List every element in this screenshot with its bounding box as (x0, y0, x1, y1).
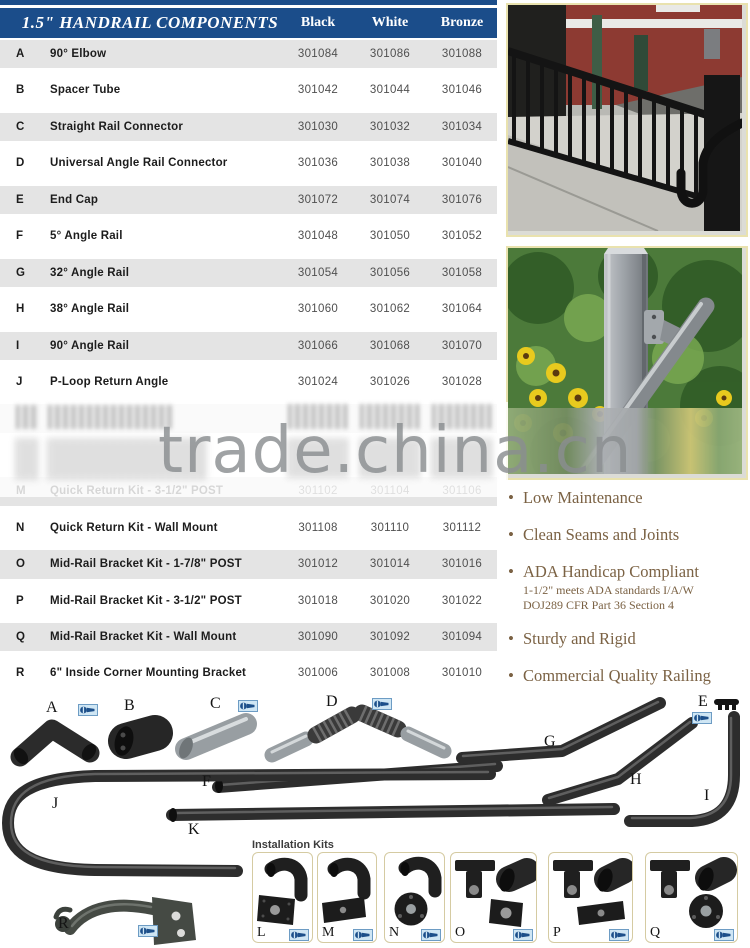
part-label-e: E (698, 693, 708, 710)
row-name: 6" Inside Corner Mounting Bracket (50, 667, 247, 680)
bullet-icon: • (508, 488, 514, 507)
railing-photo-graphic (508, 5, 742, 231)
part-number-black: 301054 (297, 266, 339, 279)
row-name: 5° Angle Rail (50, 230, 123, 243)
part-number-black: 301012 (297, 558, 339, 571)
table-row (0, 76, 497, 112)
screw-icon (513, 927, 533, 939)
part-number-bronze: 301076 (441, 193, 483, 206)
row-letter: G (16, 266, 25, 279)
photo-railing-installation (506, 3, 748, 237)
row-name: 32° Angle Rail (50, 266, 130, 279)
part-number-white: 301050 (369, 230, 411, 243)
bullet-icon: • (508, 562, 514, 581)
kit-label-q: Q (650, 925, 661, 940)
part-number-black: 301084 (297, 48, 339, 60)
screw-icon (289, 927, 309, 939)
parts-diagram (0, 693, 750, 948)
part-number-bronze: 301058 (441, 266, 483, 279)
row-letter: R (16, 667, 25, 680)
kit-box-p (548, 852, 633, 943)
part-number-white: 301032 (369, 120, 411, 133)
row-letter: C (16, 120, 25, 133)
kit-box-m (317, 852, 377, 943)
part-number-bronze: 301010 (441, 667, 483, 680)
table-row (0, 623, 497, 659)
bullet-icon: • (508, 525, 514, 544)
obscured-row-smear (48, 405, 173, 429)
part-number-black: 301060 (297, 303, 339, 316)
table-row (0, 149, 497, 185)
part-number-black: 301018 (297, 594, 339, 607)
row-name: Mid-Rail Bracket Kit - Wall Mount (50, 631, 237, 643)
part-label-k: K (188, 821, 200, 838)
row-name: P-Loop Return Angle (50, 375, 169, 388)
screw-icon (238, 699, 258, 711)
part-number-bronze: 301070 (441, 339, 483, 352)
part-number-white: 301014 (369, 558, 411, 571)
screw-icon (692, 711, 712, 723)
part-number-white: 301026 (369, 375, 411, 388)
table-row (0, 186, 497, 222)
kit-box-n (384, 852, 445, 943)
part-number-white: 301062 (369, 303, 411, 316)
row-letter: P (16, 594, 24, 607)
screw-icon (609, 927, 629, 939)
row-name: Quick Return Kit - Wall Mount (50, 521, 218, 534)
screw-icon (138, 924, 158, 936)
part-label-i: I (704, 787, 710, 804)
part-label-j: J (52, 795, 59, 812)
part-number-bronze: 301094 (441, 631, 483, 643)
kit-box-o (450, 852, 537, 943)
part-label-b: B (124, 697, 135, 714)
feature-list (508, 488, 750, 703)
screw-icon (78, 703, 98, 715)
kit-label-l: L (257, 925, 266, 940)
part-number-bronze: 301112 (442, 521, 482, 534)
part-number-black: 301108 (298, 521, 338, 534)
row-letter: H (16, 303, 25, 316)
row-letter: F (16, 230, 24, 243)
part-label-h: H (630, 771, 642, 788)
part-number-black: 301036 (297, 157, 339, 170)
row-name: Spacer Tube (50, 84, 121, 97)
part-number-white: 301020 (369, 594, 411, 607)
part-number-white: 301044 (369, 84, 411, 97)
row-letter: E (16, 193, 24, 206)
part-number-bronze: 301022 (441, 594, 483, 607)
screw-icon (372, 697, 392, 709)
table-row (0, 332, 497, 368)
bullet-icon: • (508, 629, 514, 648)
row-name: End Cap (50, 193, 99, 206)
table-row (0, 40, 497, 76)
part-number-white: 301074 (369, 193, 411, 206)
row-letter: Q (16, 631, 25, 643)
part-label-c: C (210, 695, 221, 712)
row-name: 90° Angle Rail (50, 339, 130, 352)
part-label-r: R (58, 915, 69, 932)
row-name: 38° Angle Rail (50, 303, 130, 316)
table-row (0, 550, 497, 586)
column-header-white: White (371, 15, 409, 30)
row-letter: I (16, 339, 20, 352)
kit-box-l (252, 852, 313, 943)
row-name: Mid-Rail Bracket Kit - 3-1/2" POST (50, 594, 242, 607)
screw-icon (353, 927, 373, 939)
part-number-black: 301006 (297, 667, 339, 680)
kit-label-m: M (322, 925, 335, 940)
part-label-d: D (326, 693, 338, 710)
part-number-black: 301090 (297, 631, 339, 643)
table-row (0, 368, 497, 404)
part-number-black: 301048 (297, 230, 339, 243)
part-number-black: 301030 (297, 120, 339, 133)
row-name: 90° Elbow (50, 48, 107, 60)
part-number-bronze: 301034 (441, 120, 483, 133)
feature-item (508, 666, 750, 686)
table-row (0, 514, 497, 550)
part-number-bronze: 301064 (441, 303, 483, 316)
page-title: 1.5" HANDRAIL COMPONENTS (21, 13, 279, 32)
part-label-g: G (544, 733, 556, 750)
table-row (0, 113, 497, 149)
kit-box-q (645, 852, 738, 943)
feature-item (508, 629, 750, 649)
row-letter: A (16, 48, 25, 60)
kit-label-p: P (553, 925, 561, 940)
kit-label-n: N (389, 925, 400, 940)
feature-text: ADA Handicap Compliant 1-1/2" meets ADA standards I/A/W DOJ289 CFR Part 36 Section 4 (522, 562, 699, 612)
part-number-white: 301092 (369, 631, 411, 643)
table-row (0, 587, 497, 623)
top-accent-line (0, 0, 497, 5)
row-name: Universal Angle Rail Connector (50, 157, 228, 170)
part-number-black: 301024 (297, 375, 339, 388)
row-letter: D (16, 157, 25, 170)
row-letter: B (16, 84, 25, 97)
kit-label-o: O (455, 925, 466, 940)
row-letter: N (16, 521, 25, 534)
table-header (0, 8, 497, 38)
obscured-row-smear (16, 405, 38, 429)
part-number-black: 301042 (297, 84, 339, 97)
table-row (0, 659, 497, 695)
feature-text: Sturdy and Rigid (522, 629, 636, 648)
feature-item (508, 525, 750, 545)
part-number-white: 301008 (369, 667, 411, 680)
part-label-a: A (46, 699, 58, 716)
column-header-black: Black (300, 15, 336, 30)
screw-icon (421, 927, 441, 939)
part-number-bronze: 301052 (441, 230, 483, 243)
table-rows (0, 40, 497, 696)
part-number-bronze: 301016 (441, 558, 483, 571)
table-row (0, 259, 497, 295)
part-number-bronze: 301040 (441, 157, 483, 170)
watermark-text: trade.china.cn (158, 414, 633, 488)
feature-text: Commercial Quality Railing (522, 666, 711, 685)
feature-item (508, 562, 750, 612)
column-header-bronze: Bronze (440, 15, 484, 30)
table-row (0, 295, 497, 331)
row-name: Straight Rail Connector (50, 120, 184, 133)
table-row (0, 222, 497, 258)
part-number-white: 301056 (369, 266, 411, 279)
row-letter: J (16, 375, 23, 388)
feature-text: Low Maintenance (522, 488, 643, 507)
part-number-white: 301110 (370, 521, 410, 534)
installation-kits-label: Installation Kits (252, 839, 334, 851)
part-number-white: 301086 (369, 48, 411, 60)
part-number-white: 301068 (369, 339, 411, 352)
part-label-f: F (202, 773, 211, 790)
obscured-row-smear (16, 438, 40, 480)
part-number-black: 301072 (297, 193, 339, 206)
row-letter: O (16, 558, 25, 571)
part-number-bronze: 301028 (441, 375, 483, 388)
row-name: Mid-Rail Bracket Kit - 1-7/8" POST (50, 558, 242, 571)
feature-text: Clean Seams and Joints (522, 525, 680, 544)
part-number-bronze: 301046 (441, 84, 483, 97)
screw-icon (714, 927, 734, 939)
part-number-bronze: 301088 (441, 48, 483, 60)
part-number-black: 301066 (297, 339, 339, 352)
part-number-white: 301038 (369, 157, 411, 170)
feature-item (508, 488, 750, 508)
bullet-icon: • (508, 666, 514, 685)
